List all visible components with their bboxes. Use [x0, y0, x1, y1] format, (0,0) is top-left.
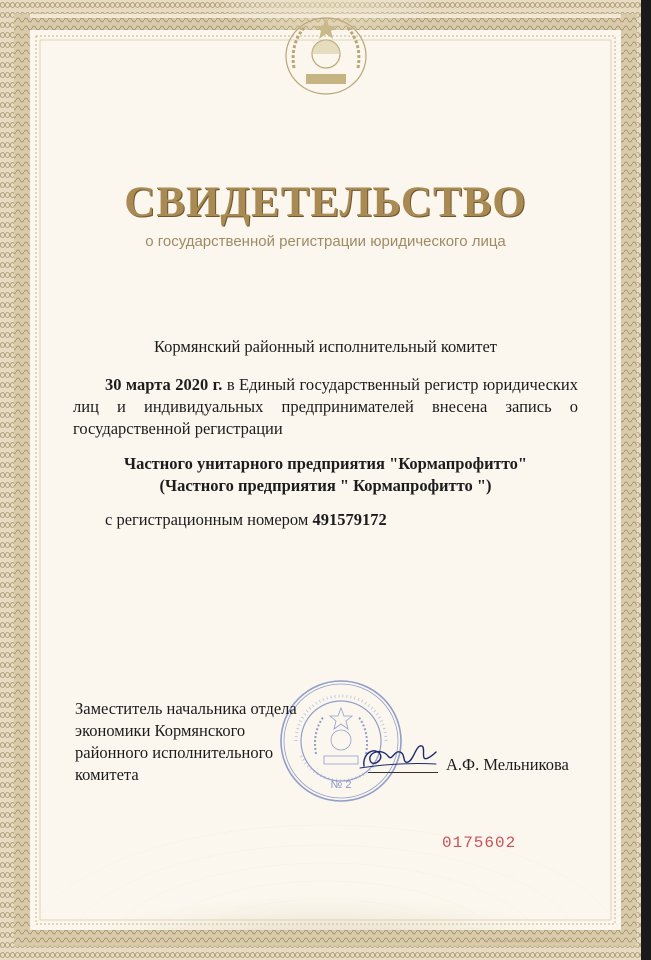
reg-number: 491579172 [312, 510, 387, 529]
printer-imprint: Т.П. Белорусская фабрика бумаги, Зак. 2018 г. [484, 938, 571, 943]
signature-line [368, 772, 438, 773]
seal-number: № 2 [330, 779, 352, 791]
state-emblem-icon [276, 8, 376, 98]
serial-number: 0175602 [442, 834, 517, 852]
issuing-authority: Кормянский районный исполнительный комитет [154, 337, 497, 356]
registration-number-line [105, 510, 387, 530]
certificate-title: СВИДЕТЕЛЬСТВО [124, 179, 527, 226]
entity-short-name: (Частного предприятия " Кормапрофитто ") [159, 476, 492, 495]
registration-date: 30 марта 2020 г. [105, 375, 223, 394]
handwritten-signature-icon [358, 736, 438, 776]
reg-number-label: с регистрационным номером [105, 510, 313, 529]
signatory-title: Заместитель начальника отдела экономики Кормянского районного исполнительного комитета [75, 699, 297, 784]
registration-text: в Единый государственный регистр юридических лиц и индивидуальных предпринимателей внесена запись о государственной регистрации [73, 375, 578, 438]
entity-full-name: Частного унитарного предприятия "Кормапрофитто" [123, 454, 528, 473]
certificate-subtitle: о государственной регистрации юридического лица [145, 233, 506, 250]
signatory-name: А.Ф. Мельникова [446, 755, 569, 774]
registration-paragraph [73, 374, 578, 440]
